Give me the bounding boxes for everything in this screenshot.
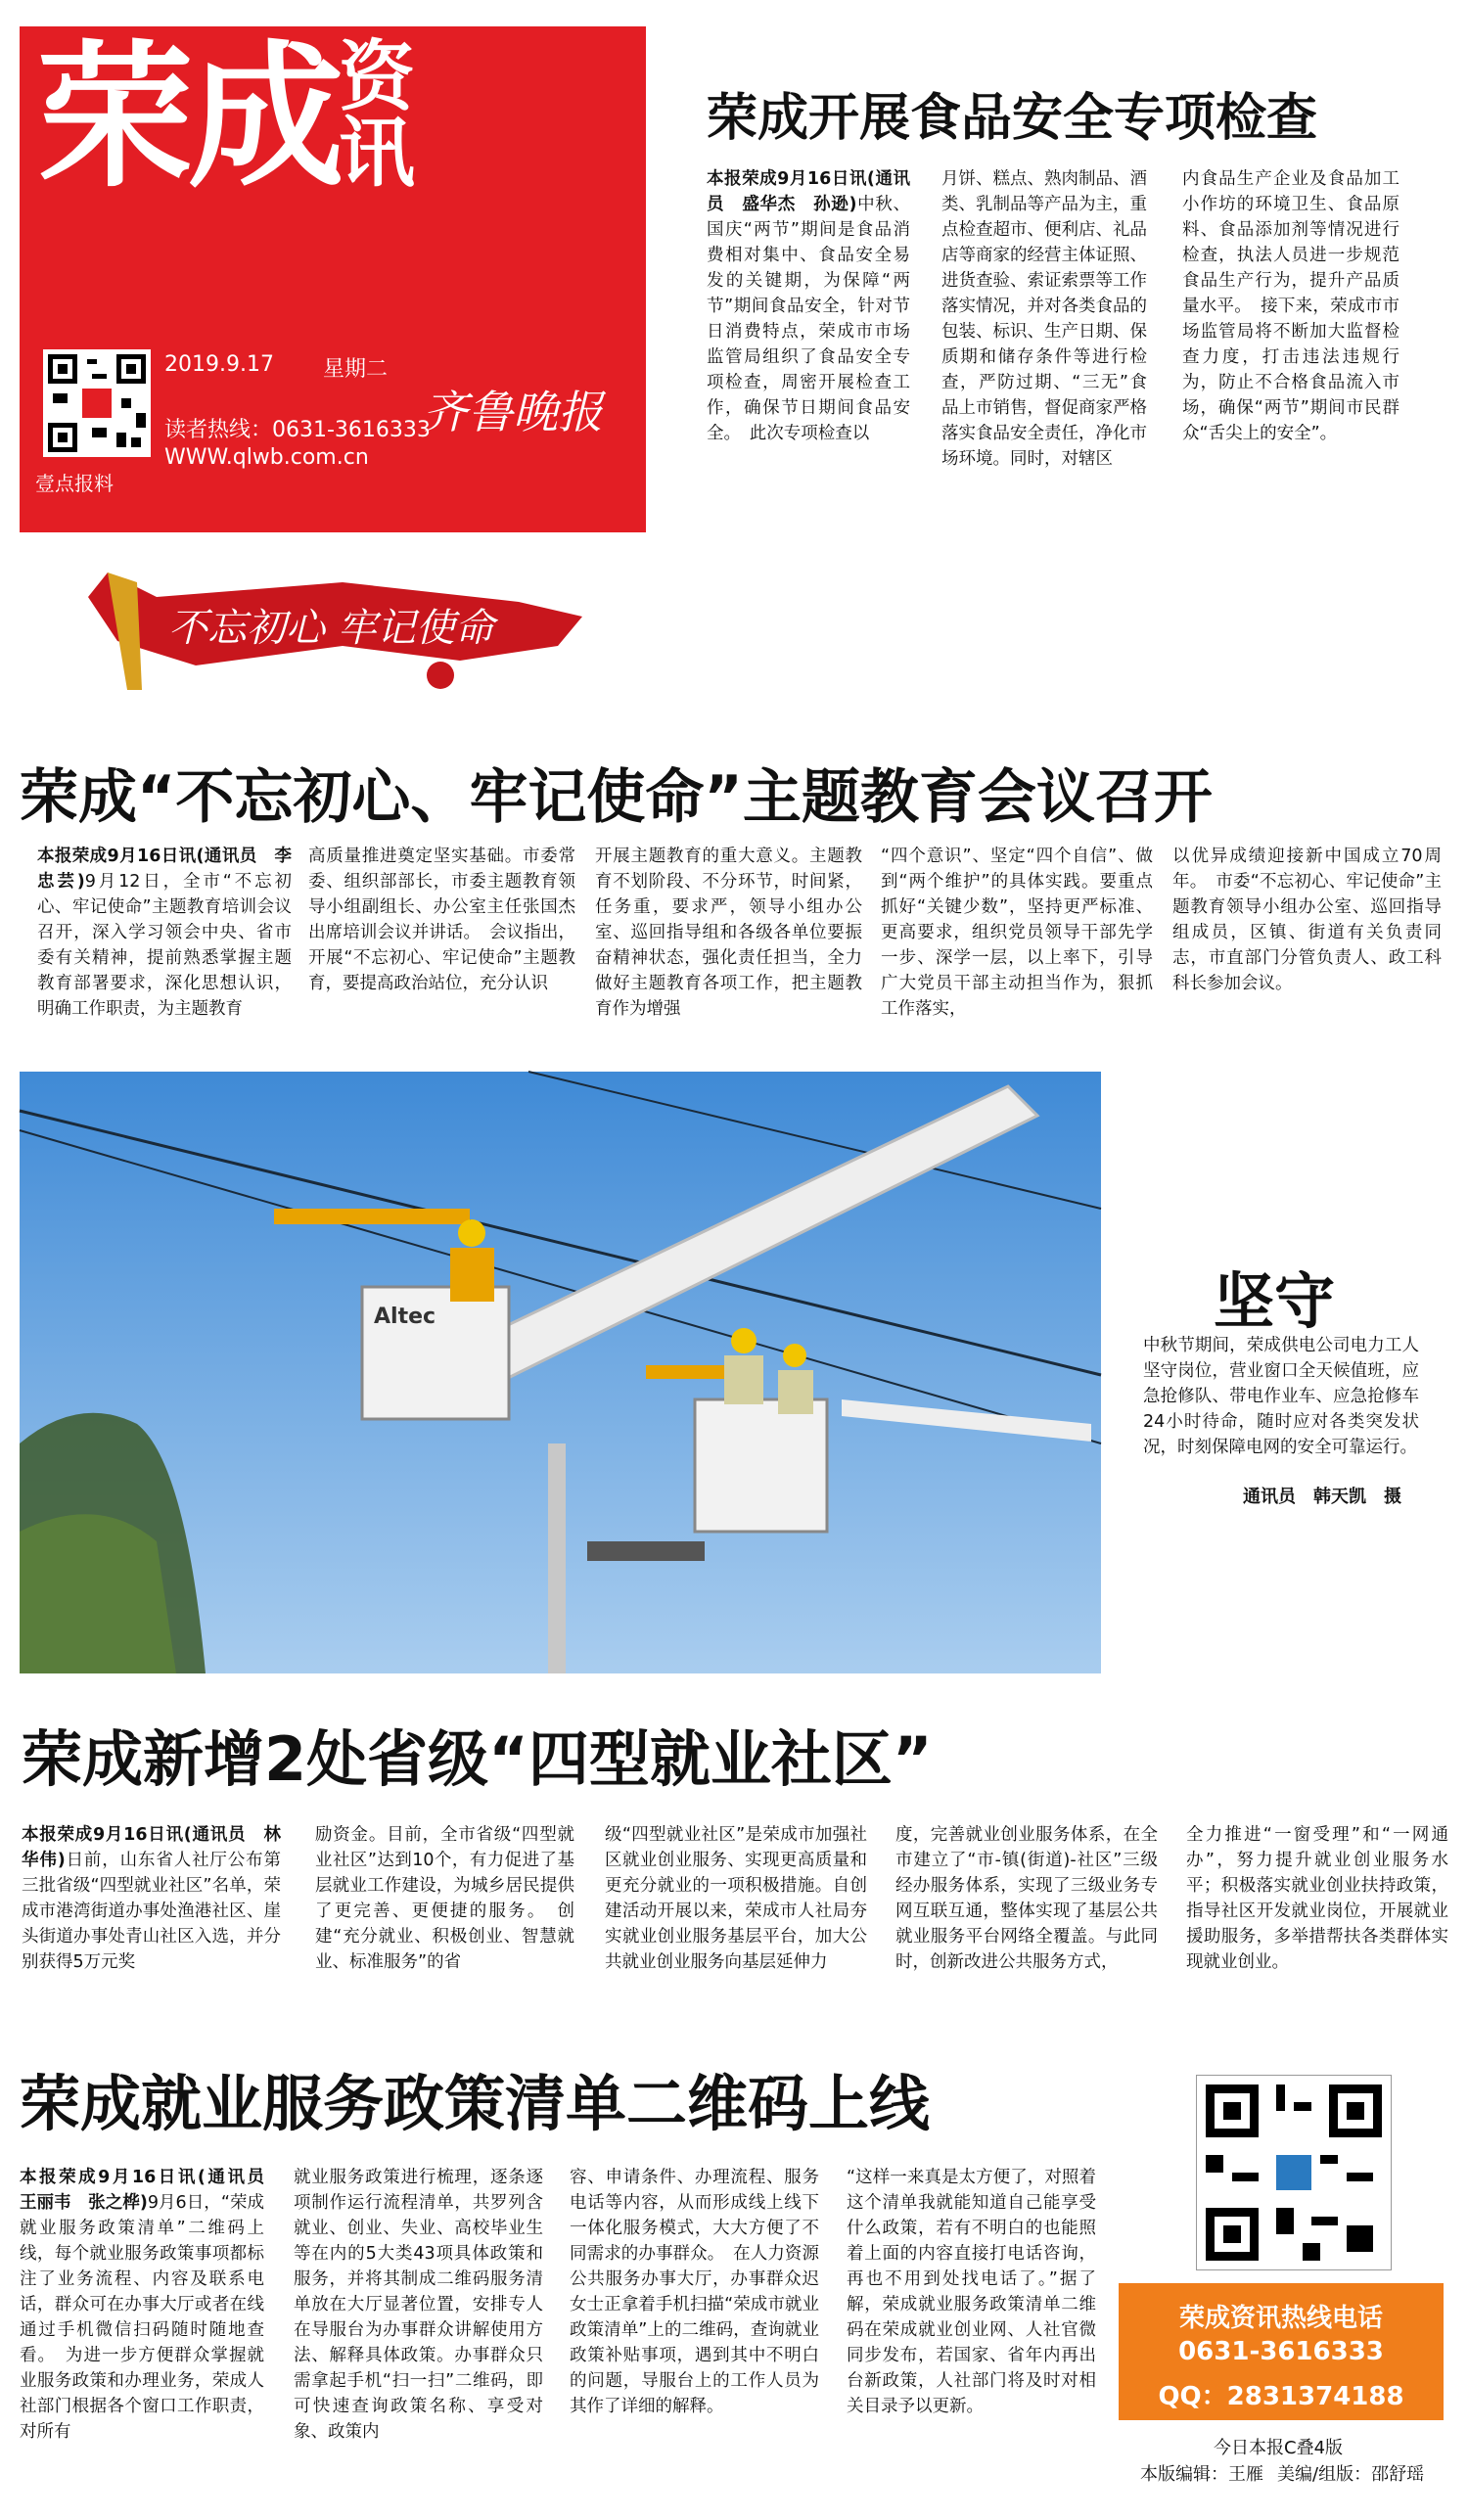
qr-code-icon xyxy=(43,349,151,457)
issue-date: 2019.9.17 xyxy=(164,352,274,377)
theme-banner-text: 不忘初心 牢记使命 xyxy=(168,606,494,651)
photo-title: 坚守 xyxy=(1214,1265,1336,1337)
article-3-column-3: 级“四型就业社区”是荣成市加强社区就业创业服务、实现更高质量和更充分就业的一项积极措施。自创建活动开展以来，荣成市人社局夯实就业创业服务基层平台，加大公共就业创业服务向基层延伸力 xyxy=(605,1825,867,1972)
article-4-column-2: 就业服务政策进行梳理，逐条逐项制作运行流程清单，共罗列含就业、创业、失业、高校毕业生等在内的5大类43项具体政策和服务，并将其制成二维码服务清单放在大厅显著位置，安排专人在导服台为办事群众讲解使用方法、解释具体政策。办事群众只需拿起手机“扫一扫”二维码，即可快速查询政策名称、享受对象、政策内 xyxy=(294,2168,543,2442)
hotline-phone[interactable]: 0631-3616333 xyxy=(1178,2337,1384,2366)
article-3-column-4: 度，完善就业创业服务体系，在全市建立了“市-镇(街道)-社区”三级经办服务体系，实现了三级业务专网互联互通，整体实现了基层公共就业服务平台网络全覆盖。与此同时，创新改进公共服务方式， xyxy=(895,1825,1158,1972)
article-3-column-2: 励资金。目前，全市省级“四型就业社区”达到10个，有力促进了基层就业工作建设，为城乡居民提供了更完善、更便捷的服务。 创建“充分就业、积极创业、智慧就业、标准服务”的省 xyxy=(315,1825,574,1972)
masthead-logo xyxy=(37,25,421,208)
policy-qr-code-icon[interactable] xyxy=(1196,2075,1392,2270)
article-2-text-1: 9月12日，全市“不忘初心、牢记使命”主题教育培训会议召开，深入学习领会中央、省市委有关精神，提前熟悉掌握主题教育部署要求，深化思想认识，明确工作职责，为主题教育 xyxy=(37,872,293,1019)
hotline-qq[interactable]: QQ：2831374188 xyxy=(1158,2382,1404,2411)
article-3-column-5: 全力推进“一窗受理”和“一网通办”，努力提升就业创业服务水平；积极落实就业创业扶持政策，指导社区开发就业岗位，开展就业援助服务，多举措帮扶各类群体实现就业创业。 xyxy=(1186,1825,1448,1972)
paper-name-logo: 齐鲁晚报 xyxy=(423,386,603,438)
article-1-column-1 xyxy=(707,166,910,519)
article-3-title: 荣成新增2处省级“四型就业社区” xyxy=(22,1723,933,1795)
article-3-text-1: 日前，山东省人社厅公布第三批省级“四型就业社区”名单，荣成市港湾街道办事处渔港社区、崖头街道办事处青山社区入选，并分别获得5万元奖 xyxy=(22,1851,282,1972)
editor-credit: 本版编辑：王雁 xyxy=(1140,2464,1263,2485)
article-2-column-3: 开展主题教育的重大意义。主题教育不划阶段、不分环节，时间紧，任务重，要求严，领导小组办公室、巡回指导组和各级各单位要振奋精神状态，强化责任担当，全力做好主题教育各项工作，把主题教育作为增强 xyxy=(595,847,862,1019)
article-2-column-4: “四个意识”、坚定“四个自信”、做到“两个维护”的具体实践。要重点抓好“关键少数”，坚持更严标准、更高要求，组织党员领导干部先学一步、深学一层，以上率下，引导广大党员干部主动担当作为，狠抓工作落实， xyxy=(881,847,1153,1019)
qr-caption: 壹点报料 xyxy=(35,472,114,495)
article-4-text-1: 9月6日，“荣成就业服务政策清单”二维码上线，每个就业服务政策事项都标注了业务流程、内容及联系电话，群众可在办事大厅或者在线通过手机微信扫码随时随地查看。 为进一步方便群众掌握就业服务政策和办理业务，荣成人社部门根据各个窗口工作职责，对所有 xyxy=(20,2193,264,2442)
power-workers-photo xyxy=(20,1072,1101,1673)
logo-small-1: 资 xyxy=(339,33,416,121)
article-4-column-4: “这样一来真是太方便了，对照着这个清单我就能知道自己能享受什么政策，若有不明白的也能照着上面的内容直接打电话咨询，再也不用到处找电话了。”据了解，荣成就业服务政策清单二维码在荣成就业创业网、人社官微同步发布，若国家、省年内再出台新政策，人社部门将及时对相关目录予以更新。 xyxy=(847,2168,1096,2416)
article-1-title: 荣成开展食品安全专项检查 xyxy=(707,89,1318,148)
photo-caption: 中秋节期间，荣成供电公司电力工人坚守岗位，营业窗口全天候值班，应急抢修队、带电作业车、应急抢修车24小时待命，随时应对各类突发状况，时刻保障电网的安全可靠运行。 xyxy=(1143,1336,1419,1457)
article-4-title: 荣成就业服务政策清单二维码上线 xyxy=(20,2068,931,2139)
article-1-lead: 本报荣成9月16日讯(通讯员 盛华杰 孙逊) xyxy=(707,169,910,214)
reader-hotline: 读者热线：0631-3616333 xyxy=(164,418,431,442)
website-url[interactable]: WWW.qlwb.com.cn xyxy=(164,445,369,470)
logo-small-2: 讯 xyxy=(339,110,416,198)
article-1-column-3: 内食品生产企业及食品加工小作坊的环境卫生、食品原料、食品添加剂等情况进行检查，执法人员进一步规范食品生产行为，提升产品质量水平。 接下来，荣成市市场监管局将不断加大监督检查力度，打击违法违规行为，防止不合格食品流入市场，确保“两节”期间市民群众“舌尖上的安全”。 xyxy=(1182,169,1399,443)
article-3-lead: 本报荣成9月16日讯(通讯员 林华伟) xyxy=(22,1825,281,1870)
article-2-lead: 本报荣成9月16日讯(通讯员 李忠芸) xyxy=(37,847,292,892)
issue-weekday: 星期二 xyxy=(323,357,389,382)
article-4-lead: 本报荣成9月16日讯(通讯员 王丽韦 张之桦) xyxy=(20,2168,282,2213)
article-2-column-1 xyxy=(37,844,292,1049)
designer-credit: 美编/组版：邵舒瑶 xyxy=(1277,2464,1425,2485)
edition-note: 今日本报C叠4版 xyxy=(1214,2438,1344,2458)
article-2-column-2: 高质量推进奠定坚实基础。市委常委、组织部部长，市委主题教育领导小组副组长、办公室主任张国杰出席培训会议并讲话。 会议指出，开展“不忘初心、牢记使命”主题教育，要提高政治站位，充分认识 xyxy=(308,847,575,993)
logo-big-text: 荣成 xyxy=(37,25,340,208)
article-1-text-1: 中秋、国庆“两节”期间是食品消费相对集中、食品安全易发的关键期，为保障“两节”期间食品安全，针对节日消费特点，荣成市市场监管局组织了食品安全专项检查，周密开展检查工作，确保节日期间食品安全。 此次专项检查以 xyxy=(707,195,910,443)
article-1-column-2: 月饼、糕点、熟肉制品、酒类、乳制品等产品为主，重点检查超市、便利店、礼品店等商家的经营主体证照、进货查验、索证索票等工作落实情况，并对各类食品的包装、标识、生产日期、保质期和储存条件等进行检查，严防过期、“三无”食品上市销售，督促商家严格落实食品安全责任，净化市场环境。同时，对辖区 xyxy=(941,169,1147,469)
article-2-title: 荣成“不忘初心、牢记使命”主题教育会议召开 xyxy=(20,763,1213,832)
bucket-brand-label: Altec xyxy=(374,1305,436,1329)
hotline-title: 荣成资讯热线电话 xyxy=(1178,2304,1383,2333)
photo-credit: 通讯员 韩天凯 摄 xyxy=(1243,1487,1401,1507)
article-3-column-1 xyxy=(22,1822,281,1998)
article-4-column-3: 容、申请条件、办理流程、服务电话等内容，从而形成线上线下一体化服务模式，大大方便了不同需求的办事群众。 在人力资源公共服务办事大厅，办事群众迟女士正拿着手机扫描“荣成市就业政策清单”上的二维码，查询就业政策补贴事项，遇到其中不明白的问题，导服台上的工作人员为其作了详细的解释。 xyxy=(570,2168,819,2416)
article-2-column-5: 以优异成绩迎接新中国成立70周年。 市委“不忘初心、牢记使命”主题教育领导小组办公室、巡回指导组成员，区镇、街道有关负责同志，市直部门分管负责人、政工科科长参加会议。 xyxy=(1172,847,1442,993)
article-4-column-1 xyxy=(20,2165,282,2488)
